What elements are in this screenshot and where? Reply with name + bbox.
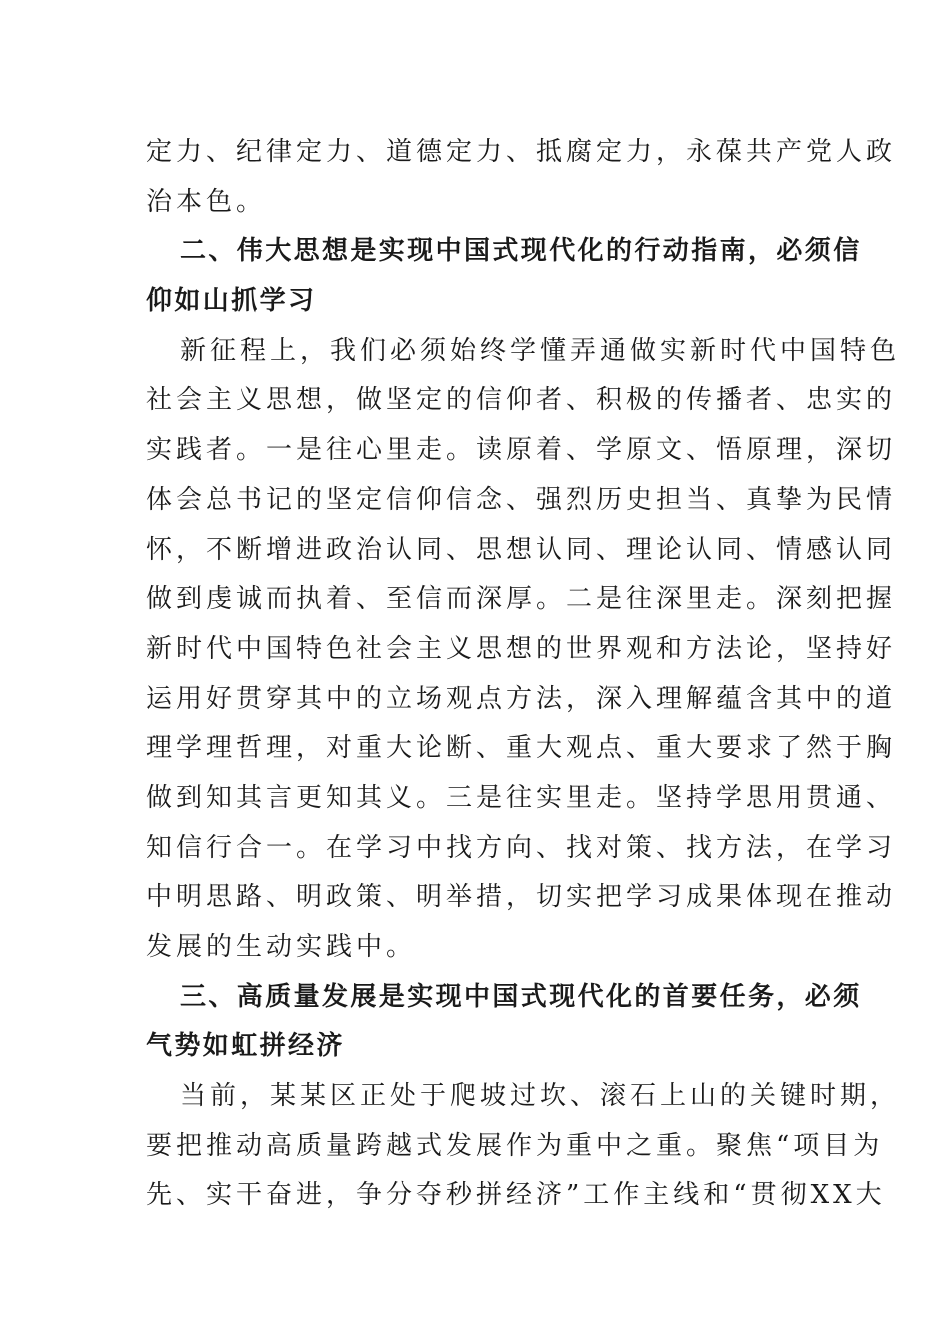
heading-line: 气势如虹拼经济 <box>146 1031 345 1062</box>
text-line: 当前，某某区正处于爬坡过坎、滚石上山的关键时期， <box>180 1081 901 1112</box>
text-line: 做到虔诚而执着、至信而深厚。二是往深里走。深刻把握 <box>146 584 897 615</box>
text-line: 运用好贯穿其中的立场观点方法，深入理解蕴含其中的道 <box>146 683 897 714</box>
section-heading-2 <box>146 227 862 326</box>
text-line: 中明思路、明政策、明举措，切实把学习成果体现在推动 <box>146 882 897 913</box>
text-line: 体会总书记的坚定信仰信念、强烈历史担当、真挚为民情 <box>146 484 897 515</box>
paragraph-continuation <box>146 128 897 227</box>
text-line: 新时代中国特色社会主义思想的世界观和方法论，坚持好 <box>146 633 897 664</box>
text-line: 实践者。一是往心里走。读原着、学原文、悟原理，深切 <box>146 435 897 466</box>
text-line: 先、实干奋进，争分夺秒拼经济”工作主线和“贯彻XX大 <box>146 1180 886 1211</box>
paragraph-economy <box>146 1072 901 1221</box>
text-line: 社会主义思想，做坚定的信仰者、积极的传播者、忠实的 <box>146 385 897 416</box>
section-heading-3 <box>146 973 862 1072</box>
text-line: 理学理哲理，对重大论断、重大观点、重大要求了然于胸 <box>146 733 897 764</box>
text-line: 知信行合一。在学习中找方向、找对策、找方法，在学习 <box>146 832 897 863</box>
text-line: 定力、纪律定力、道德定力、抵腐定力，永葆共产党人政 <box>146 137 897 167</box>
heading-line: 仰如山抓学习 <box>146 286 317 317</box>
heading-line: 三、高质量发展是实现中国式现代化的首要任务，必须 <box>180 981 862 1012</box>
text-line: 治本色。 <box>146 186 267 217</box>
text-line: 怀，不断增进政治认同、思想认同、理论认同、情感认同 <box>146 534 897 565</box>
heading-line: 二、伟大思想是实现中国式现代化的行动指南，必须信 <box>180 236 862 267</box>
paragraph-study <box>146 327 901 973</box>
text-line: 做到知其言更知其义。三是往实里走。坚持学思用贯通、 <box>146 782 897 813</box>
text-line: 新征程上，我们必须始终学懂弄通做实新时代中国特色 <box>180 335 901 366</box>
text-line: 要把推动高质量跨越式发展作为重中之重。聚焦“项目为 <box>146 1130 884 1161</box>
text-line: 发展的生动实践中。 <box>146 932 417 962</box>
document-body <box>146 128 901 1221</box>
